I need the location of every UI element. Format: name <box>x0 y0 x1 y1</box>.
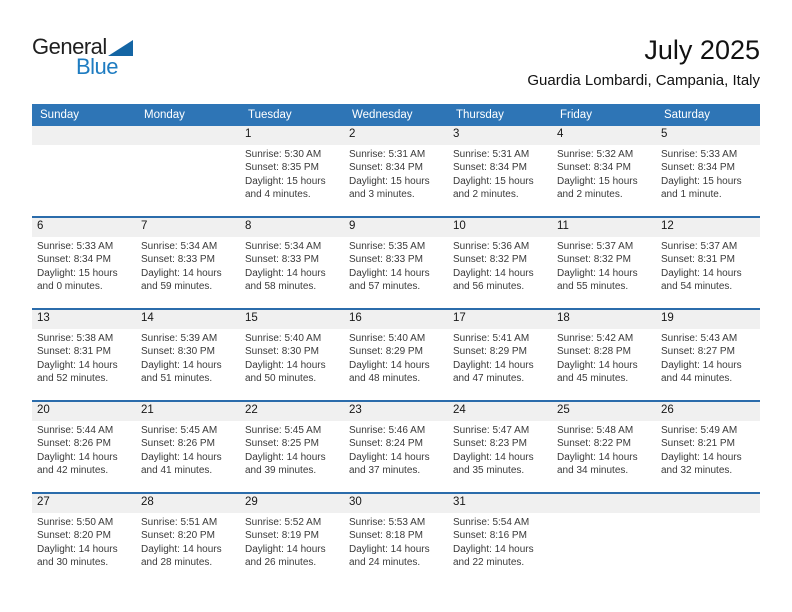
day-number: 8 <box>240 218 344 237</box>
day-daylight-line1: Daylight: 14 hours <box>349 451 430 463</box>
day-sunrise: Sunrise: 5:33 AM <box>37 241 114 252</box>
day-daylight-line1: Daylight: 15 hours <box>557 175 638 187</box>
day-daylight-line2: and 51 minutes. <box>141 373 213 385</box>
day-sunset: Sunset: 8:32 PM <box>453 254 527 266</box>
page-title: July 2025 <box>644 35 760 65</box>
day-cell <box>448 401 552 493</box>
day-sunset: Sunset: 8:33 PM <box>141 254 215 266</box>
calendar-week-row <box>32 401 760 493</box>
day-sunset: Sunset: 8:33 PM <box>245 254 319 266</box>
day-daylight-line1: Daylight: 14 hours <box>245 543 326 555</box>
day-daylight-line1: Daylight: 14 hours <box>661 451 742 463</box>
day-sunset: Sunset: 8:33 PM <box>349 254 423 266</box>
day-details <box>552 421 656 478</box>
day-cell <box>552 126 656 217</box>
day-daylight-line1: Daylight: 14 hours <box>349 267 430 279</box>
day-details <box>448 421 552 478</box>
day-daylight-line2: and 55 minutes. <box>557 281 629 293</box>
day-sunset: Sunset: 8:19 PM <box>245 530 319 542</box>
day-cell <box>656 401 760 493</box>
day-details <box>344 329 448 386</box>
day-daylight-line2: and 24 minutes. <box>349 557 421 569</box>
day-cell <box>344 217 448 309</box>
weekday-header-wednesday: Wednesday <box>344 104 448 126</box>
day-details <box>344 145 448 202</box>
day-number: 22 <box>240 402 344 421</box>
day-sunset: Sunset: 8:31 PM <box>661 254 735 266</box>
day-daylight-line1: Daylight: 14 hours <box>141 543 222 555</box>
day-sunrise: Sunrise: 5:34 AM <box>245 241 322 252</box>
day-daylight-line1: Daylight: 14 hours <box>349 543 430 555</box>
day-number: 6 <box>32 218 136 237</box>
day-details <box>656 421 760 478</box>
day-cell <box>240 309 344 401</box>
day-number: 9 <box>344 218 448 237</box>
day-number: 14 <box>136 310 240 329</box>
day-sunrise: Sunrise: 5:33 AM <box>661 149 738 160</box>
day-number: 3 <box>448 126 552 145</box>
day-daylight-line2: and 48 minutes. <box>349 373 421 385</box>
day-daylight-line2: and 47 minutes. <box>453 373 525 385</box>
day-daylight-line2: and 32 minutes. <box>661 465 733 477</box>
day-daylight-line1: Daylight: 14 hours <box>245 359 326 371</box>
day-details <box>136 329 240 386</box>
day-daylight-line1: Daylight: 14 hours <box>453 451 534 463</box>
day-sunset: Sunset: 8:25 PM <box>245 438 319 450</box>
day-cell <box>32 217 136 309</box>
day-cell <box>344 126 448 217</box>
day-sunset: Sunset: 8:16 PM <box>453 530 527 542</box>
day-sunset: Sunset: 8:22 PM <box>557 438 631 450</box>
day-cell <box>552 217 656 309</box>
empty-day-cell <box>136 126 240 217</box>
day-details <box>32 513 136 570</box>
calendar-week-row <box>32 217 760 309</box>
title-block <box>527 34 760 90</box>
day-daylight-line1: Daylight: 14 hours <box>141 359 222 371</box>
day-sunrise: Sunrise: 5:52 AM <box>245 517 322 528</box>
day-sunrise: Sunrise: 5:41 AM <box>453 333 530 344</box>
day-number <box>32 126 136 145</box>
day-sunset: Sunset: 8:26 PM <box>141 438 215 450</box>
calendar-table <box>32 104 760 584</box>
day-daylight-line2: and 42 minutes. <box>37 465 109 477</box>
day-number: 11 <box>552 218 656 237</box>
day-sunrise: Sunrise: 5:53 AM <box>349 517 426 528</box>
day-sunrise: Sunrise: 5:31 AM <box>453 149 530 160</box>
day-cell <box>32 401 136 493</box>
day-daylight-line2: and 30 minutes. <box>37 557 109 569</box>
day-number: 16 <box>344 310 448 329</box>
day-daylight-line1: Daylight: 14 hours <box>37 359 118 371</box>
day-daylight-line1: Daylight: 14 hours <box>557 451 638 463</box>
day-daylight-line1: Daylight: 14 hours <box>557 267 638 279</box>
day-daylight-line1: Daylight: 14 hours <box>453 359 534 371</box>
day-sunset: Sunset: 8:26 PM <box>37 438 111 450</box>
day-cell <box>344 401 448 493</box>
day-daylight-line1: Daylight: 14 hours <box>557 359 638 371</box>
logo <box>32 36 133 78</box>
weekday-header-tuesday: Tuesday <box>240 104 344 126</box>
day-number: 19 <box>656 310 760 329</box>
day-details <box>656 329 760 386</box>
day-daylight-line2: and 4 minutes. <box>245 189 311 201</box>
day-number <box>136 126 240 145</box>
day-daylight-line1: Daylight: 15 hours <box>661 175 742 187</box>
page-subtitle: Guardia Lombardi, Campania, Italy <box>527 72 760 89</box>
day-daylight-line2: and 2 minutes. <box>453 189 519 201</box>
day-cell <box>240 126 344 217</box>
day-cell <box>240 493 344 584</box>
day-sunrise: Sunrise: 5:54 AM <box>453 517 530 528</box>
day-number: 24 <box>448 402 552 421</box>
day-daylight-line1: Daylight: 14 hours <box>141 267 222 279</box>
day-details <box>552 237 656 294</box>
day-daylight-line1: Daylight: 15 hours <box>349 175 430 187</box>
day-sunrise: Sunrise: 5:48 AM <box>557 425 634 436</box>
day-details <box>552 145 656 202</box>
logo-text-general: General <box>32 34 107 59</box>
day-daylight-line2: and 34 minutes. <box>557 465 629 477</box>
day-sunrise: Sunrise: 5:36 AM <box>453 241 530 252</box>
day-sunrise: Sunrise: 5:40 AM <box>349 333 426 344</box>
day-cell <box>448 126 552 217</box>
empty-day-cell <box>552 493 656 584</box>
day-daylight-line1: Daylight: 14 hours <box>245 267 326 279</box>
calendar-body <box>32 126 760 584</box>
day-sunset: Sunset: 8:34 PM <box>661 162 735 174</box>
day-daylight-line2: and 37 minutes. <box>349 465 421 477</box>
empty-day-cell <box>32 126 136 217</box>
day-details <box>32 329 136 386</box>
day-cell <box>240 401 344 493</box>
day-cell <box>656 126 760 217</box>
day-daylight-line1: Daylight: 15 hours <box>245 175 326 187</box>
weekday-header-saturday: Saturday <box>656 104 760 126</box>
day-daylight-line1: Daylight: 14 hours <box>349 359 430 371</box>
day-cell <box>656 217 760 309</box>
day-daylight-line2: and 22 minutes. <box>453 557 525 569</box>
day-sunrise: Sunrise: 5:47 AM <box>453 425 530 436</box>
day-cell <box>32 493 136 584</box>
day-cell <box>552 309 656 401</box>
day-sunrise: Sunrise: 5:45 AM <box>245 425 322 436</box>
day-details <box>136 237 240 294</box>
day-daylight-line2: and 0 minutes. <box>37 281 103 293</box>
day-number: 17 <box>448 310 552 329</box>
day-details <box>240 145 344 202</box>
day-cell <box>136 217 240 309</box>
weekday-header-row <box>32 104 760 126</box>
day-number: 5 <box>656 126 760 145</box>
day-daylight-line2: and 58 minutes. <box>245 281 317 293</box>
day-cell <box>656 309 760 401</box>
day-daylight-line1: Daylight: 15 hours <box>37 267 118 279</box>
day-daylight-line1: Daylight: 14 hours <box>661 359 742 371</box>
day-sunrise: Sunrise: 5:32 AM <box>557 149 634 160</box>
day-number: 21 <box>136 402 240 421</box>
day-details <box>448 237 552 294</box>
day-sunrise: Sunrise: 5:45 AM <box>141 425 218 436</box>
day-sunrise: Sunrise: 5:39 AM <box>141 333 218 344</box>
day-cell <box>240 217 344 309</box>
day-number: 13 <box>32 310 136 329</box>
day-cell <box>344 493 448 584</box>
weekday-header-thursday: Thursday <box>448 104 552 126</box>
day-details <box>240 513 344 570</box>
day-daylight-line2: and 57 minutes. <box>349 281 421 293</box>
weekday-header-friday: Friday <box>552 104 656 126</box>
day-details <box>136 421 240 478</box>
calendar-week-row <box>32 126 760 217</box>
day-daylight-line2: and 45 minutes. <box>557 373 629 385</box>
day-daylight-line2: and 26 minutes. <box>245 557 317 569</box>
day-sunset: Sunset: 8:34 PM <box>453 162 527 174</box>
calendar-week-row <box>32 309 760 401</box>
day-details <box>344 513 448 570</box>
day-details <box>656 237 760 294</box>
day-daylight-line2: and 52 minutes. <box>37 373 109 385</box>
day-sunrise: Sunrise: 5:37 AM <box>557 241 634 252</box>
day-cell <box>448 217 552 309</box>
day-number <box>552 494 656 513</box>
day-cell <box>448 309 552 401</box>
day-details <box>32 237 136 294</box>
day-daylight-line1: Daylight: 14 hours <box>245 451 326 463</box>
day-daylight-line1: Daylight: 14 hours <box>661 267 742 279</box>
day-daylight-line1: Daylight: 14 hours <box>141 451 222 463</box>
day-daylight-line2: and 28 minutes. <box>141 557 213 569</box>
day-details <box>240 237 344 294</box>
day-sunset: Sunset: 8:34 PM <box>37 254 111 266</box>
day-details <box>448 145 552 202</box>
day-sunrise: Sunrise: 5:50 AM <box>37 517 114 528</box>
day-sunset: Sunset: 8:24 PM <box>349 438 423 450</box>
day-sunrise: Sunrise: 5:40 AM <box>245 333 322 344</box>
day-number: 1 <box>240 126 344 145</box>
day-sunrise: Sunrise: 5:42 AM <box>557 333 634 344</box>
day-sunset: Sunset: 8:20 PM <box>141 530 215 542</box>
weekday-header-sunday: Sunday <box>32 104 136 126</box>
day-cell <box>136 309 240 401</box>
day-cell <box>136 493 240 584</box>
day-number: 2 <box>344 126 448 145</box>
day-sunrise: Sunrise: 5:38 AM <box>37 333 114 344</box>
day-number: 4 <box>552 126 656 145</box>
weekday-header-monday: Monday <box>136 104 240 126</box>
day-number: 25 <box>552 402 656 421</box>
day-daylight-line1: Daylight: 14 hours <box>37 451 118 463</box>
day-details <box>552 329 656 386</box>
day-number: 26 <box>656 402 760 421</box>
day-details <box>32 421 136 478</box>
empty-day-cell <box>656 493 760 584</box>
day-sunrise: Sunrise: 5:31 AM <box>349 149 426 160</box>
day-sunset: Sunset: 8:29 PM <box>453 346 527 358</box>
day-cell <box>32 309 136 401</box>
day-details <box>344 237 448 294</box>
day-number: 10 <box>448 218 552 237</box>
day-daylight-line2: and 1 minute. <box>661 189 722 201</box>
day-details <box>240 329 344 386</box>
day-daylight-line2: and 3 minutes. <box>349 189 415 201</box>
day-sunset: Sunset: 8:31 PM <box>37 346 111 358</box>
day-details <box>448 513 552 570</box>
day-number: 23 <box>344 402 448 421</box>
day-sunrise: Sunrise: 5:34 AM <box>141 241 218 252</box>
day-number: 29 <box>240 494 344 513</box>
day-daylight-line2: and 54 minutes. <box>661 281 733 293</box>
day-number: 18 <box>552 310 656 329</box>
day-sunset: Sunset: 8:23 PM <box>453 438 527 450</box>
day-details <box>344 421 448 478</box>
day-sunset: Sunset: 8:29 PM <box>349 346 423 358</box>
calendar-weekday-header <box>32 104 760 126</box>
day-daylight-line2: and 50 minutes. <box>245 373 317 385</box>
day-daylight-line2: and 59 minutes. <box>141 281 213 293</box>
day-daylight-line2: and 41 minutes. <box>141 465 213 477</box>
day-daylight-line1: Daylight: 15 hours <box>453 175 534 187</box>
logo-text-blue: Blue <box>76 54 119 79</box>
day-sunset: Sunset: 8:35 PM <box>245 162 319 174</box>
day-details <box>136 513 240 570</box>
day-sunrise: Sunrise: 5:51 AM <box>141 517 218 528</box>
day-number <box>656 494 760 513</box>
day-number: 7 <box>136 218 240 237</box>
day-cell <box>136 401 240 493</box>
day-sunrise: Sunrise: 5:44 AM <box>37 425 114 436</box>
day-details <box>448 329 552 386</box>
day-sunset: Sunset: 8:32 PM <box>557 254 631 266</box>
day-number: 30 <box>344 494 448 513</box>
day-sunset: Sunset: 8:30 PM <box>141 346 215 358</box>
day-number: 20 <box>32 402 136 421</box>
day-sunset: Sunset: 8:21 PM <box>661 438 735 450</box>
day-daylight-line2: and 56 minutes. <box>453 281 525 293</box>
day-cell <box>448 493 552 584</box>
day-sunset: Sunset: 8:28 PM <box>557 346 631 358</box>
calendar-week-row <box>32 493 760 584</box>
day-sunset: Sunset: 8:34 PM <box>349 162 423 174</box>
day-number: 12 <box>656 218 760 237</box>
day-daylight-line2: and 2 minutes. <box>557 189 623 201</box>
day-details <box>240 421 344 478</box>
day-number: 31 <box>448 494 552 513</box>
day-cell <box>552 401 656 493</box>
day-number: 27 <box>32 494 136 513</box>
day-daylight-line2: and 39 minutes. <box>245 465 317 477</box>
day-sunrise: Sunrise: 5:37 AM <box>661 241 738 252</box>
day-sunset: Sunset: 8:30 PM <box>245 346 319 358</box>
day-cell <box>344 309 448 401</box>
day-sunset: Sunset: 8:20 PM <box>37 530 111 542</box>
day-number: 28 <box>136 494 240 513</box>
day-sunrise: Sunrise: 5:46 AM <box>349 425 426 436</box>
day-details <box>656 145 760 202</box>
day-sunrise: Sunrise: 5:35 AM <box>349 241 426 252</box>
day-sunrise: Sunrise: 5:49 AM <box>661 425 738 436</box>
day-daylight-line1: Daylight: 14 hours <box>453 543 534 555</box>
day-sunset: Sunset: 8:18 PM <box>349 530 423 542</box>
day-number: 15 <box>240 310 344 329</box>
day-sunrise: Sunrise: 5:30 AM <box>245 149 322 160</box>
day-sunrise: Sunrise: 5:43 AM <box>661 333 738 344</box>
day-daylight-line1: Daylight: 14 hours <box>453 267 534 279</box>
day-sunset: Sunset: 8:34 PM <box>557 162 631 174</box>
day-daylight-line1: Daylight: 14 hours <box>37 543 118 555</box>
day-daylight-line2: and 35 minutes. <box>453 465 525 477</box>
day-daylight-line2: and 44 minutes. <box>661 373 733 385</box>
day-sunset: Sunset: 8:27 PM <box>661 346 735 358</box>
